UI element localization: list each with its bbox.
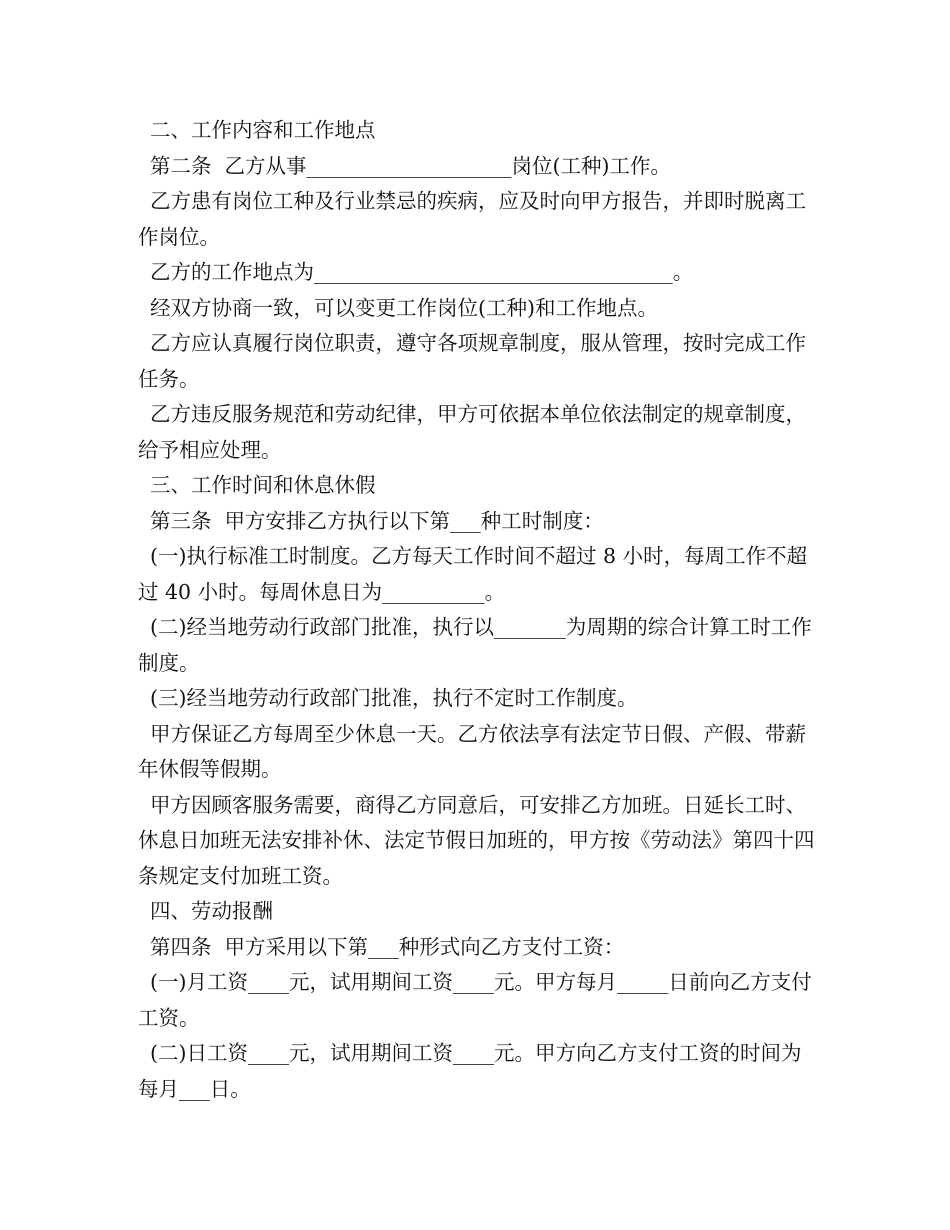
item-daily-wage: (二)日工资____元，试用期间工资____元。甲方向乙方支付工资的时间为每月___日。	[138, 1041, 802, 1101]
paragraph-duties: 乙方应认真履行岗位职责，遵守各项规章制度，服从管理，按时完成工作任务。	[138, 331, 806, 391]
contract-body	[138, 113, 818, 1107]
article-3: 第三条 甲方安排乙方执行以下第___种工时制度：	[150, 508, 604, 533]
section-heading-work-content: 二、工作内容和工作地点	[150, 118, 376, 142]
item-standard-hours: (一)执行标准工时制度。乙方每天工作时间不超过 8 小时，每周工作不超过 40 小时。每周休息日为__________。	[138, 544, 808, 604]
article-2: 第二条 乙方从事____________________岗位(工种)工作。	[150, 153, 672, 178]
paragraph-work-location: 乙方的工作地点为___________________________________。	[150, 260, 694, 284]
paragraph-change-position: 经双方协商一致，可以变更工作岗位(工种)和工作地点。	[150, 295, 658, 320]
paragraph-violation: 乙方违反服务规范和劳动纪律，甲方可依据本单位依法制定的规章制度，给予相应处理。	[138, 402, 806, 462]
paragraph-overtime: 甲方因顾客服务需要，商得乙方同意后，可安排乙方加班。日延长工时、休息日加班无法安排补休、法定节假日加班的，甲方按《劳动法》第四十四条规定支付加班工资。	[138, 792, 815, 888]
item-comprehensive-hours: (二)经当地劳动行政部门批准，执行以_______为周期的综合计算工时工作制度。	[138, 615, 812, 675]
item-monthly-wage: (一)月工资____元，试用期间工资____元。甲方每月_____日前向乙方支付工资。	[138, 970, 812, 1030]
article-4: 第四条 甲方采用以下第___种形式向乙方支付工资：	[150, 934, 625, 959]
paragraph-rest-days: 甲方保证乙方每周至少休息一天。乙方依法享有法定节日假、产假、带薪年休假等假期。	[138, 721, 806, 781]
paragraph-disease-report: 乙方患有岗位工种及行业禁忌的疾病，应及时向甲方报告，并即时脱离工作岗位。	[138, 189, 806, 249]
section-heading-remuneration: 四、劳动报酬	[150, 899, 273, 923]
item-flexible-hours: (三)经当地劳动行政部门批准，执行不定时工作制度。	[150, 686, 638, 710]
section-heading-work-hours: 三、工作时间和休息休假	[150, 473, 376, 497]
